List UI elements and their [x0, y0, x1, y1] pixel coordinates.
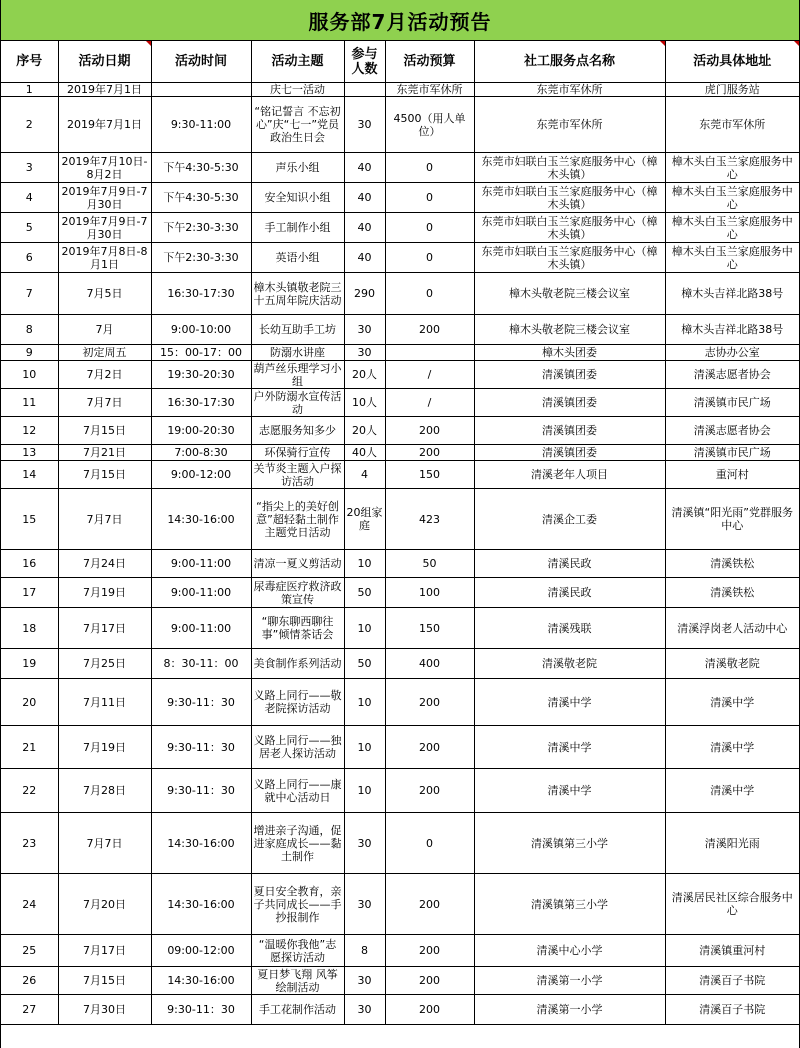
cell-theme: 庆七一活动 [251, 83, 344, 97]
table-row [1, 550, 799, 578]
cell-time: 16:30-17:30 [151, 389, 251, 417]
table-row [1, 935, 799, 967]
cell-time [151, 83, 251, 97]
cell-participants: 40人 [344, 445, 385, 461]
cell-index: 8 [1, 315, 58, 345]
cell-budget: 0 [385, 153, 474, 183]
cell-participants: 10人 [344, 389, 385, 417]
cell-time: 9:30-11：30 [151, 769, 251, 813]
cell-index: 17 [1, 578, 58, 608]
cell-index: 1 [1, 83, 58, 97]
cell-service-point: 东莞市妇联白玉兰家庭服务中心（樟木头镇） [474, 183, 665, 213]
cell-participants: 30 [344, 995, 385, 1025]
cell-budget: 0 [385, 813, 474, 874]
comment-marker-icon [660, 41, 665, 46]
cell-index: 13 [1, 445, 58, 461]
cell-date: 7月 [58, 315, 151, 345]
cell-budget [385, 345, 474, 361]
cell-date: 7月7日 [58, 813, 151, 874]
cell-address: 志协办公室 [665, 345, 799, 361]
cell-theme: 手工花制作活动 [251, 995, 344, 1025]
cell-index: 22 [1, 769, 58, 813]
cell-theme: 美食制作系列活动 [251, 649, 344, 679]
table-row [1, 361, 799, 389]
cell-service-point: 清溪中学 [474, 679, 665, 726]
cell-theme: 安全知识小组 [251, 183, 344, 213]
cell-time: 9:30-11：30 [151, 726, 251, 769]
cell-date: 7月7日 [58, 389, 151, 417]
cell-budget: 200 [385, 769, 474, 813]
cell-service-point: 清溪第一小学 [474, 967, 665, 995]
cell-service-point: 清溪中学 [474, 769, 665, 813]
cell-budget: 200 [385, 995, 474, 1025]
cell-budget: / [385, 389, 474, 417]
cell-date: 2019年7月9日-7月30日 [58, 183, 151, 213]
cell-participants: 40 [344, 243, 385, 273]
cell-service-point: 清溪镇团委 [474, 361, 665, 389]
cell-theme: 志愿服务知多少 [251, 417, 344, 445]
cell-participants: 20人 [344, 417, 385, 445]
cell-address: 清溪志愿者协会 [665, 361, 799, 389]
cell-date: 7月19日 [58, 726, 151, 769]
cell-theme: 增进亲子沟通，促进家庭成长——黏土制作 [251, 813, 344, 874]
cell-time: 下午4:30-5:30 [151, 153, 251, 183]
cell-index: 6 [1, 243, 58, 273]
cell-participants: 30 [344, 315, 385, 345]
cell-address: 清溪中学 [665, 726, 799, 769]
table-row [1, 345, 799, 361]
cell-service-point: 清溪中学 [474, 726, 665, 769]
cell-date: 7月2日 [58, 361, 151, 389]
cell-address: 虎门服务站 [665, 83, 799, 97]
cell-budget: 200 [385, 679, 474, 726]
cell-time: 19:30-20:30 [151, 361, 251, 389]
cell-service-point: 清溪民政 [474, 550, 665, 578]
cell-participants: 30 [344, 874, 385, 935]
cell-address: 樟木头白玉兰家庭服务中心 [665, 183, 799, 213]
header-cell-index: 序号 [1, 41, 58, 83]
cell-service-point: 清溪镇第三小学 [474, 874, 665, 935]
header-cell-address: 活动具体地址 [665, 41, 799, 83]
cell-time: 19:00-20:30 [151, 417, 251, 445]
cell-service-point: 清溪老年人项目 [474, 461, 665, 489]
cell-date: 2019年7月9日-7月30日 [58, 213, 151, 243]
cell-date: 7月15日 [58, 417, 151, 445]
cell-address: 樟木头白玉兰家庭服务中心 [665, 243, 799, 273]
cell-address: 清溪铁松 [665, 578, 799, 608]
cell-theme: 声乐小组 [251, 153, 344, 183]
cell-budget: 0 [385, 183, 474, 213]
table-row [1, 213, 799, 243]
cell-participants: 40 [344, 183, 385, 213]
cell-index: 23 [1, 813, 58, 874]
cell-address: 清溪志愿者协会 [665, 417, 799, 445]
cell-index: 26 [1, 967, 58, 995]
cell-index: 9 [1, 345, 58, 361]
cell-address: 清溪阳光雨 [665, 813, 799, 874]
cell-service-point: 樟木头团委 [474, 345, 665, 361]
cell-index: 5 [1, 213, 58, 243]
cell-address: 清溪中学 [665, 679, 799, 726]
table-row [1, 995, 799, 1025]
cell-address: 清溪百子书院 [665, 967, 799, 995]
header-cell-participants: 参与人数 [344, 41, 385, 83]
cell-budget: 423 [385, 489, 474, 550]
cell-theme: 关节炎主题入户探访活动 [251, 461, 344, 489]
cell-budget: 150 [385, 461, 474, 489]
cell-time: 9:30-11：30 [151, 679, 251, 726]
cell-participants: 10 [344, 550, 385, 578]
cell-theme: 义路上同行——康就中心活动日 [251, 769, 344, 813]
cell-date: 7月15日 [58, 461, 151, 489]
header-cell-service-point: 社工服务点名称 [474, 41, 665, 83]
header-cell-budget: 活动预算 [385, 41, 474, 83]
cell-date: 7月15日 [58, 967, 151, 995]
cell-participants: 50 [344, 578, 385, 608]
cell-index: 25 [1, 935, 58, 967]
cell-address: 清溪镇市民广场 [665, 389, 799, 417]
comment-marker-icon [794, 41, 799, 46]
cell-participants [344, 83, 385, 97]
cell-service-point: 清溪镇团委 [474, 389, 665, 417]
cell-time: 09:00-12:00 [151, 935, 251, 967]
cell-participants: 40 [344, 213, 385, 243]
table-row [1, 679, 799, 726]
cell-participants: 20人 [344, 361, 385, 389]
table-row [1, 445, 799, 461]
cell-participants: 10 [344, 769, 385, 813]
cell-date: 7月17日 [58, 608, 151, 649]
cell-service-point: 清溪镇团委 [474, 417, 665, 445]
cell-theme: “聊东聊西聊往事”倾情茶话会 [251, 608, 344, 649]
cell-participants: 30 [344, 813, 385, 874]
cell-index: 15 [1, 489, 58, 550]
cell-budget: 东莞市军休所 [385, 83, 474, 97]
cell-address: 清溪铁松 [665, 550, 799, 578]
table-row [1, 608, 799, 649]
cell-index: 2 [1, 97, 58, 153]
cell-budget: 0 [385, 213, 474, 243]
cell-budget: 150 [385, 608, 474, 649]
cell-theme: “指尖上的美好创意”超轻黏土制作主题党日活动 [251, 489, 344, 550]
cell-address: 清溪敬老院 [665, 649, 799, 679]
cell-time: 下午4:30-5:30 [151, 183, 251, 213]
cell-participants: 290 [344, 273, 385, 315]
cell-budget: 50 [385, 550, 474, 578]
cell-index: 19 [1, 649, 58, 679]
cell-time: 14:30-16:00 [151, 813, 251, 874]
cell-date: 7月7日 [58, 489, 151, 550]
cell-address: 清溪镇重河村 [665, 935, 799, 967]
cell-service-point: 樟木头敬老院三楼会议室 [474, 315, 665, 345]
cell-theme: “温暖你我他”志愿探访活动 [251, 935, 344, 967]
cell-service-point: 东莞市军休所 [474, 83, 665, 97]
cell-theme: “铭记誓言 不忘初心”庆“七一”党员政治生日会 [251, 97, 344, 153]
cell-participants: 10 [344, 608, 385, 649]
cell-service-point: 清溪第一小学 [474, 995, 665, 1025]
cell-index: 4 [1, 183, 58, 213]
cell-budget: 200 [385, 935, 474, 967]
cell-participants: 30 [344, 967, 385, 995]
header-row [1, 41, 799, 83]
cell-budget: 200 [385, 726, 474, 769]
cell-theme: 义路上同行——敬老院探访活动 [251, 679, 344, 726]
cell-theme: 英语小组 [251, 243, 344, 273]
cell-address: 清溪居民社区综合服务中心 [665, 874, 799, 935]
table-row [1, 417, 799, 445]
cell-budget: / [385, 361, 474, 389]
table-row [1, 769, 799, 813]
cell-address: 清溪中学 [665, 769, 799, 813]
cell-index: 18 [1, 608, 58, 649]
comment-marker-icon [146, 41, 151, 46]
cell-date: 7月21日 [58, 445, 151, 461]
table-row [1, 389, 799, 417]
cell-time: 下午2:30-3:30 [151, 243, 251, 273]
cell-index: 11 [1, 389, 58, 417]
cell-address: 东莞市军休所 [665, 97, 799, 153]
cell-service-point: 清溪民政 [474, 578, 665, 608]
cell-budget: 200 [385, 417, 474, 445]
cell-index: 21 [1, 726, 58, 769]
cell-time: 14:30-16:00 [151, 489, 251, 550]
cell-address: 樟木头白玉兰家庭服务中心 [665, 213, 799, 243]
table-row [1, 83, 799, 97]
cell-theme: 户外防溺水宣传活动 [251, 389, 344, 417]
table-row [1, 874, 799, 935]
cell-date: 7月24日 [58, 550, 151, 578]
cell-date: 7月25日 [58, 649, 151, 679]
cell-budget: 400 [385, 649, 474, 679]
table-row [1, 649, 799, 679]
cell-address: 清溪百子书院 [665, 995, 799, 1025]
cell-budget: 200 [385, 967, 474, 995]
cell-service-point: 东莞市妇联白玉兰家庭服务中心（樟木头镇） [474, 153, 665, 183]
cell-participants: 4 [344, 461, 385, 489]
cell-date: 7月17日 [58, 935, 151, 967]
cell-date: 2019年7月10日-8月2日 [58, 153, 151, 183]
cell-budget: 100 [385, 578, 474, 608]
table-row [1, 578, 799, 608]
cell-theme: 葫芦丝乐理学习小组 [251, 361, 344, 389]
cell-time: 15：00-17：00 [151, 345, 251, 361]
table-row [1, 489, 799, 550]
table-row [1, 461, 799, 489]
cell-date: 初定周五 [58, 345, 151, 361]
cell-index: 27 [1, 995, 58, 1025]
cell-date: 7月11日 [58, 679, 151, 726]
table-row [1, 153, 799, 183]
cell-date: 7月30日 [58, 995, 151, 1025]
cell-date: 7月5日 [58, 273, 151, 315]
cell-theme: 尿毒症医疗救济政策宣传 [251, 578, 344, 608]
header-cell-theme: 活动主题 [251, 41, 344, 83]
cell-index: 3 [1, 153, 58, 183]
cell-service-point: 樟木头敬老院三楼会议室 [474, 273, 665, 315]
cell-theme: 防溺水讲座 [251, 345, 344, 361]
cell-participants: 20组家庭 [344, 489, 385, 550]
table-row [1, 726, 799, 769]
cell-address: 清溪浮岗老人活动中心 [665, 608, 799, 649]
table-row [1, 813, 799, 874]
cell-budget: 0 [385, 273, 474, 315]
cell-budget: 200 [385, 874, 474, 935]
table-row [1, 967, 799, 995]
cell-date: 2019年7月8日-8月1日 [58, 243, 151, 273]
cell-service-point: 东莞市军休所 [474, 97, 665, 153]
cell-theme: 义路上同行——独居老人探访活动 [251, 726, 344, 769]
cell-budget: 4500（用人单位） [385, 97, 474, 153]
cell-address: 樟木头白玉兰家庭服务中心 [665, 153, 799, 183]
header-cell-time: 活动时间 [151, 41, 251, 83]
cell-participants: 8 [344, 935, 385, 967]
cell-time: 16:30-17:30 [151, 273, 251, 315]
cell-index: 20 [1, 679, 58, 726]
cell-time: 9:00-11:00 [151, 608, 251, 649]
cell-time: 9:00-12:00 [151, 461, 251, 489]
cell-time: 9:30-11：30 [151, 995, 251, 1025]
table-row [1, 183, 799, 213]
cell-theme: 清凉一夏义剪活动 [251, 550, 344, 578]
table-row [1, 315, 799, 345]
cell-budget: 200 [385, 315, 474, 345]
cell-index: 24 [1, 874, 58, 935]
cell-index: 10 [1, 361, 58, 389]
cell-participants: 50 [344, 649, 385, 679]
cell-date: 7月20日 [58, 874, 151, 935]
cell-index: 12 [1, 417, 58, 445]
cell-time: 9:00-11:00 [151, 578, 251, 608]
cell-budget: 200 [385, 445, 474, 461]
cell-theme: 长幼互助手工坊 [251, 315, 344, 345]
table-body [1, 83, 799, 1025]
cell-time: 14:30-16:00 [151, 967, 251, 995]
cell-participants: 30 [344, 345, 385, 361]
cell-theme: 夏日梦飞翔 风筝绘制活动 [251, 967, 344, 995]
cell-participants: 40 [344, 153, 385, 183]
cell-time: 下午2:30-3:30 [151, 213, 251, 243]
cell-theme: 环保骑行宣传 [251, 445, 344, 461]
cell-service-point: 清溪镇团委 [474, 445, 665, 461]
cell-index: 16 [1, 550, 58, 578]
table-row [1, 273, 799, 315]
cell-service-point: 清溪残联 [474, 608, 665, 649]
cell-date: 7月19日 [58, 578, 151, 608]
cell-address: 清溪镇市民广场 [665, 445, 799, 461]
cell-time: 9:00-10:00 [151, 315, 251, 345]
cell-participants: 10 [344, 726, 385, 769]
cell-address: 樟木头吉祥北路38号 [665, 315, 799, 345]
cell-participants: 30 [344, 97, 385, 153]
cell-service-point: 清溪企工委 [474, 489, 665, 550]
cell-theme: 夏日安全教育，亲子共同成长——手抄报制作 [251, 874, 344, 935]
cell-time: 9:30-11:00 [151, 97, 251, 153]
cell-date: 7月28日 [58, 769, 151, 813]
cell-budget: 0 [385, 243, 474, 273]
cell-service-point: 清溪镇第三小学 [474, 813, 665, 874]
cell-address: 樟木头吉祥北路38号 [665, 273, 799, 315]
cell-time: 9:00-11:00 [151, 550, 251, 578]
cell-service-point: 清溪中心小学 [474, 935, 665, 967]
cell-service-point: 东莞市妇联白玉兰家庭服务中心（樟木头镇） [474, 243, 665, 273]
cell-index: 14 [1, 461, 58, 489]
table-row [1, 243, 799, 273]
activity-table [1, 41, 799, 1025]
header-cell-date: 活动日期 [58, 41, 151, 83]
table-row [1, 97, 799, 153]
cell-index: 7 [1, 273, 58, 315]
cell-service-point: 东莞市妇联白玉兰家庭服务中心（樟木头镇） [474, 213, 665, 243]
cell-theme: 手工制作小组 [251, 213, 344, 243]
cell-time: 8：30-11：00 [151, 649, 251, 679]
cell-date: 2019年7月1日 [58, 83, 151, 97]
sheet-title: 服务部7月活动预告 [1, 0, 799, 41]
cell-participants: 10 [344, 679, 385, 726]
cell-date: 2019年7月1日 [58, 97, 151, 153]
cell-time: 7:00-8:30 [151, 445, 251, 461]
cell-service-point: 清溪敬老院 [474, 649, 665, 679]
cell-theme: 樟木头镇敬老院三十五周年院庆活动 [251, 273, 344, 315]
cell-time: 14:30-16:00 [151, 874, 251, 935]
cell-address: 清溪镇“阳光雨”党群服务中心 [665, 489, 799, 550]
cell-address: 重河村 [665, 461, 799, 489]
